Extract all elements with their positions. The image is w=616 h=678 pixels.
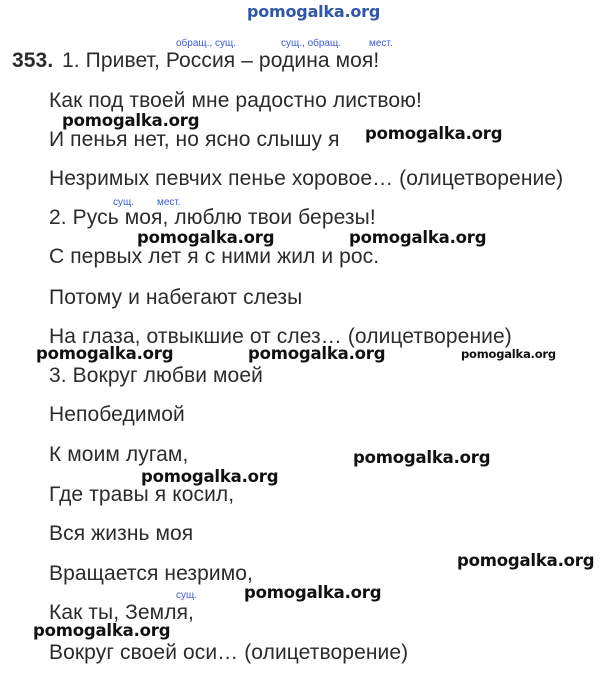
poem-line: На глаза, отвыкшие от слез… (олицетворение) [49,325,512,348]
watermark: pomogalka.org [244,583,382,602]
poem-line: Вся жизнь моя [49,522,194,545]
watermark: pomogalka.org [457,551,595,570]
annotation-mest: мест. [157,197,181,208]
poem-line: Незримых певчих пенье хоровое… (олицетворение) [49,167,564,190]
exercise-number: 353. [12,49,54,72]
annotation-mest: мест. [369,38,393,49]
poem-line: 3. Вокруг любви моей [49,364,263,387]
watermark: pomogalka.org [36,344,174,363]
poem-line: Потому и набегают слезы [49,286,303,309]
annotation-sushch: сущ. [176,590,198,601]
watermark: pomogalka.org [353,448,491,467]
annotation-obrashch-sushch: обращ., сущ. [176,38,236,49]
watermark: pomogalka.org [141,467,279,486]
watermark: pomogalka.org [137,228,275,247]
header-watermark: pomogalka.org [247,2,381,21]
poem-line: 2. Русь моя, люблю твои березы! [49,206,376,229]
watermark: pomogalka.org [248,344,386,363]
annotation-sushch: сущ. [113,197,135,208]
poem-line: К моим лугам, [49,443,189,466]
poem-line: Вокруг своей оси… (олицетворение) [49,641,409,664]
poem-line: 1. Привет, Россия – родина моя! [62,49,380,72]
poem-line: Как под твоей мне радостно листвою! [49,89,422,112]
poem-line: С первых лет я с ними жил и рос. [49,245,380,268]
annotation-sushch-obrashch: сущ., обращ. [281,38,341,49]
watermark: pomogalka.org [349,228,487,247]
watermark: pomogalka.org [33,621,171,640]
poem-line: Непобедимой [49,403,185,426]
poem-line: Вращается незримо, [49,562,253,585]
poem-line: Где травы я косил, [49,483,235,506]
watermark: pomogalka.org [62,111,200,130]
watermark: pomogalka.org [461,347,556,361]
poem-line: И пенья нет, но ясно слышу я [49,128,340,151]
watermark: pomogalka.org [365,124,503,143]
poem-line: Как ты, Земля, [49,601,194,624]
